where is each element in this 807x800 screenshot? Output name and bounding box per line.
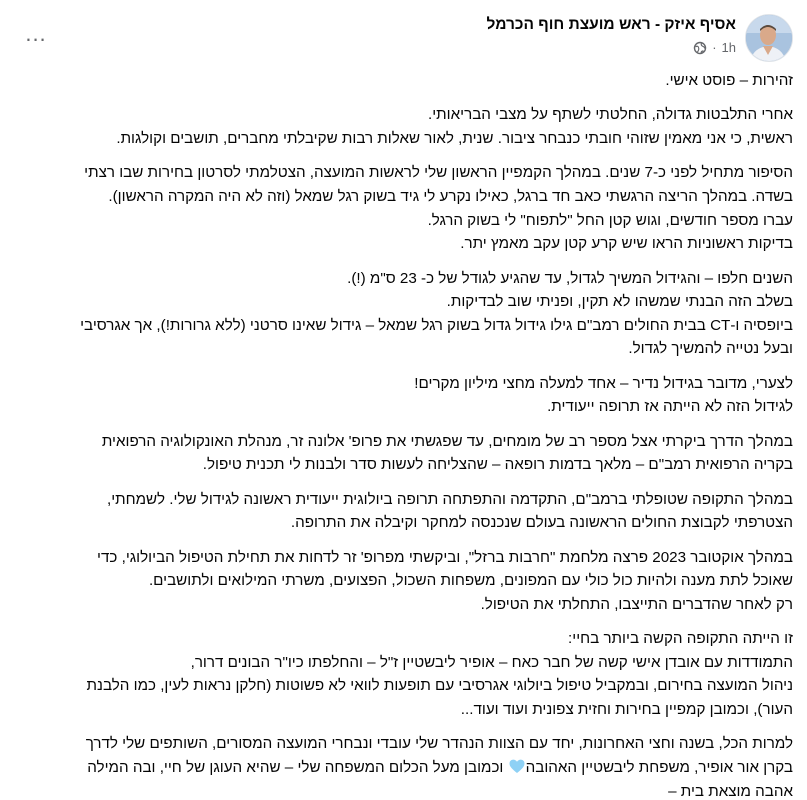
text-line: במהלך הדרך ביקרתי אצל מספר רב של מומחים, עד שפגשתי את פרופ' אלונה זר, מנהלת האונקולוגיה הרפואית (101, 432, 793, 450)
paragraph-7 (14, 488, 793, 535)
text-line: הסיפור מתחיל לפני כ-7 שנים. במהלך הקמפיין הראשון שלי לראשות המועצה, הצטלמתי לסרטון בחירות שבו רצתי (84, 164, 793, 182)
paragraph-3 (14, 161, 793, 255)
more-options-button[interactable] (18, 20, 54, 56)
paragraph-4 (14, 267, 793, 361)
text-segment: בקרן אור אופיר, משפחת ליבשטיין האהובה (525, 759, 793, 777)
post-meta (693, 40, 736, 55)
text-line: רק לאחר שהדברים התייצבו, התחלתי את הטיפול. (480, 595, 793, 613)
author-name[interactable]: אסיף איזק - ראש מועצת חוף הכרמל (486, 16, 736, 33)
text-line: השנים חלפו – והגידול המשיך לגדול, עד שהגיע לגודל של כ- 23 ס"מ (!). (347, 269, 793, 287)
text-line: ניהול המועצה בחירום, ובמקביל טיפול ביולוגי אגרסיבי עם תופעות לוואי לא פשוטות (חלקן נראות לעין, כמו הלבנת (86, 677, 793, 695)
paragraph-10 (14, 732, 793, 800)
text-line: למרות הכל, בשנה וחצי האחרונות, יחד עם הצוות הנהדר שלי עובדי ונבחרי המועצה המסורים, השותפים שלי לדרך (85, 735, 793, 753)
post-header (0, 0, 807, 64)
paragraph-1 (14, 69, 793, 93)
post-time[interactable]: 1h (721, 40, 736, 55)
text-line: בשלב הזה הבנתי שמשהו לא תקין, ופניתי שוב לבדיקות. (446, 293, 793, 311)
text-line: במהלך התקופה שטופלתי ברמב"ם, התקדמה והתפתחה תרופה ביולוגית ייעודית ראשונה לגידול שלי. לשמחתי, (106, 490, 793, 508)
text-line: שאוכל לתת מענה ולהיות כול כולי עם המפונים, משפחות השכול, הפצועים, משרתי המילואים ולתושבים. (148, 572, 793, 590)
text-line: זהירות – פוסט אישי. (665, 72, 793, 89)
text-line: העור), וכמובן קמפיין בחירות וחזית צפונית ועוד ועוד... (460, 701, 793, 719)
text-line: לגידול הזה לא הייתה אז תרופה ייעודית. (547, 398, 793, 416)
paragraph-6 (14, 430, 793, 477)
paragraph-5 (14, 372, 793, 419)
text-line: בקריה הרפואית רמב"ם – מלאך בדמות רופאה – שהצליחה לעשות סדר ולבנות לי תכנית טיפול. (202, 456, 793, 474)
text-line: ביופסיה ו-CT בבית החולים רמב"ם גילו גידול גדול בשוק רגל שמאל – גידול שאינו סרטני (ללא גרורות!), אך אגרסיבי (80, 316, 793, 334)
globe-icon (693, 41, 707, 55)
avatar[interactable] (745, 14, 793, 62)
text-line: הצטרפתי לקבוצת החולים הראשונה בעולם שנכנסה למחקר וקיבלה את התרופה. (290, 514, 793, 532)
paragraph-2 (14, 103, 793, 150)
text-line: ובעל נטייה להמשיך לגדול. (628, 340, 793, 358)
text-line: לצערי, מדובר בגידול נדיר – אחד למעלה מחצי מיליון מקרים! (414, 374, 793, 392)
text-line: עברו מספר חודשים, וגוש קטן החל "לתפוח" לי בשוק הרגל. (427, 211, 793, 229)
paragraph-9 (14, 627, 793, 721)
post-text (14, 69, 793, 800)
text-line: בדיקות ראשוניות הראו שיש קרע קטן עקב מאמץ יתר. (460, 235, 793, 253)
text-line: במהלך אוקטובר 2023 פרצה מלחמת "חרבות ברזל", וביקשתי מפרופ' זר לדחות את תחילת הטיפול הביולוגי, כדי (97, 548, 793, 566)
text-line: אחרי התלבטות גדולה, החלטתי לשתף על מצבי הבריאותי. (428, 106, 793, 124)
more-options-icon: ... (25, 21, 47, 46)
text-line: התמודדות עם אובדן אישי קשה של חבר כאח – אופיר ליבשטיין ז"ל – והחלפתו כיו"ר הבונים דרור, (190, 653, 793, 671)
text-line-with-emoji (14, 756, 793, 780)
text-segment: וכמובן מעל הכלום המשפחה שלי – שהיא העוגן של חיי, ובה המילה (87, 759, 508, 777)
paragraph-8 (14, 546, 793, 617)
text-line: בשדה. במהלך הריצה הרגשתי כאב חד ברגל, כאילו נקרע לי גיד בשוק רגל שמאל (וזה לא היה המקרה הראשון). (108, 187, 793, 205)
profile-photo (745, 15, 792, 62)
light-blue-heart-icon (509, 759, 525, 774)
text-line: ראשית, כי אני מאמין שזוהי חובתי כנבחר ציבור. שנית, לאור שאלות רבות שקיבלתי מחברים, תושבים וקולגות. (116, 129, 793, 147)
text-line: אהבה מוצאת בית – (668, 782, 793, 800)
text-line: זו הייתה התקופה הקשה ביותר בחיי: (568, 630, 793, 648)
meta-separator: · (712, 40, 717, 55)
